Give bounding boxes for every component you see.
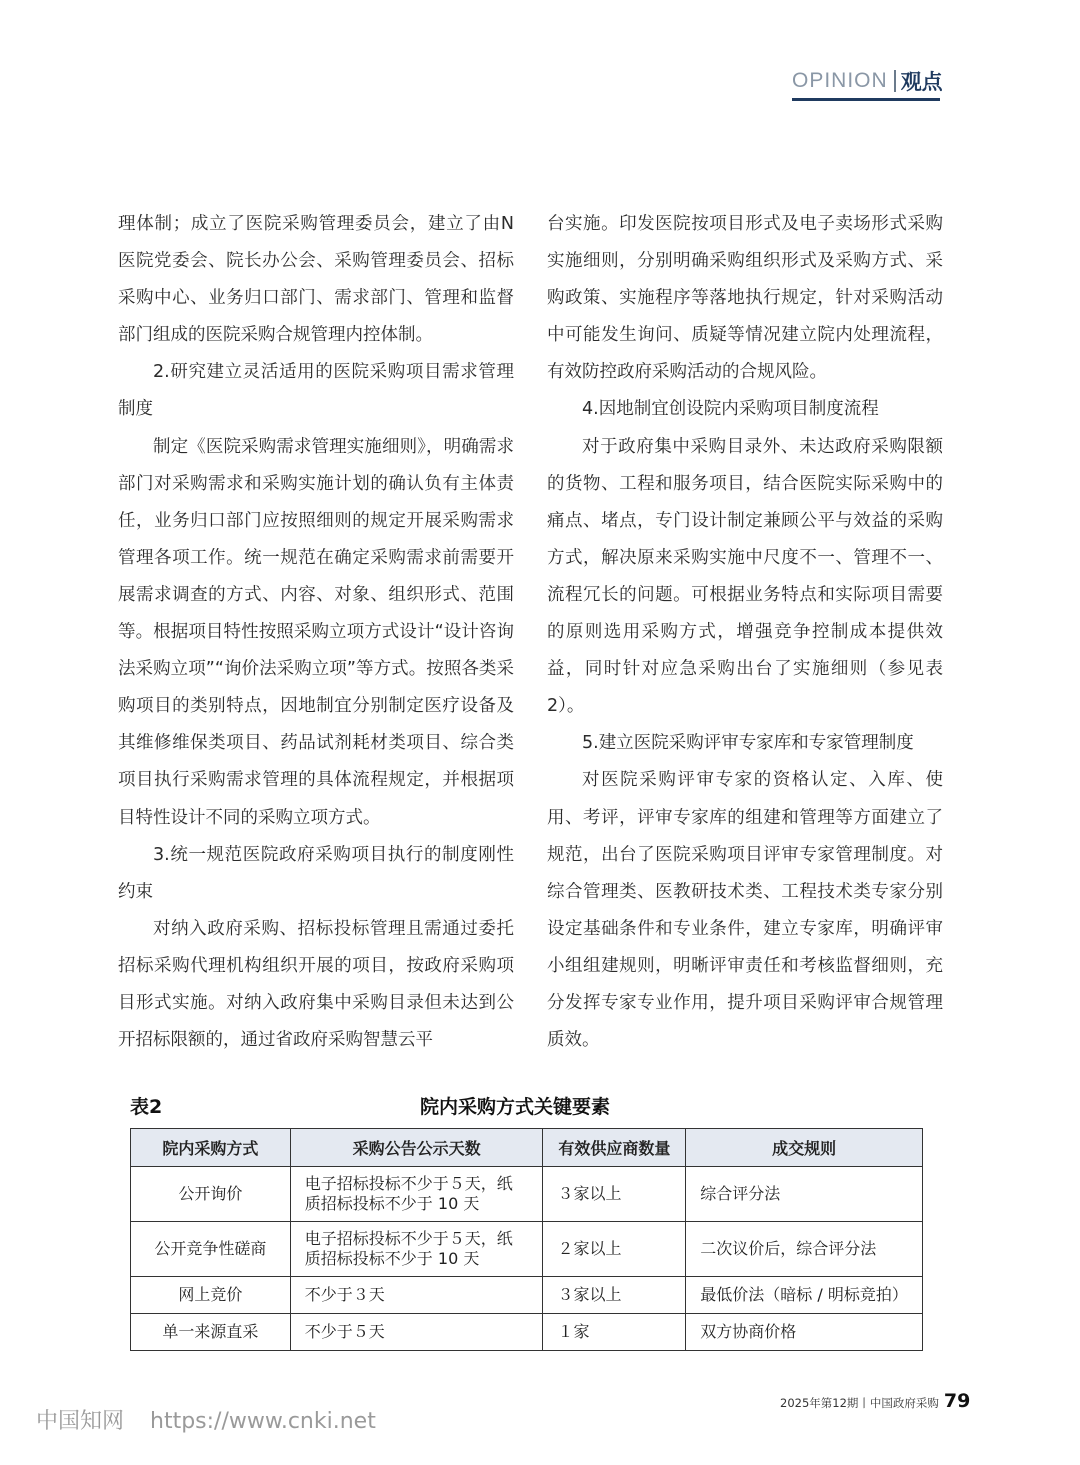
table-cell: 电子招标投标不少于５天，纸质招标投标不少于 10 天 [290,1222,543,1277]
section-label-cn: 观点 [900,70,943,94]
paragraph: 制定《医院采购需求管理实施细则》，明确需求部门对采购需求和采购实施计划的确认负有主体责任，业务归口部门应按照细则的规定开展采购需求管理各项工作。统一规范在确定采购需求前需要开展需求调查的方式、内容、对象、组织形式、范围等。根据项目特性按照采购立项方式设计“设计咨询法采购立项”“询价法采购立项”等方式。按照各类采购项目的类别特点，因地制宜分别制定医疗设备及其维修维保类项目、药品试剂耗材类项目、综合类项目执行采购需求管理的具体流程规定，并根据项目特性设计不同的采购立项方式。 [118,436,514,828]
table-cell: 网上竞价 [131,1277,291,1314]
column-header: 成交规则 [686,1129,923,1167]
table-cell: 公开询价 [131,1167,291,1222]
paragraph: 理体制；成立了医院采购管理委员会，建立了由N医院党委会、院长办公会、采购管理委员会、招标采购中心、业务归口部门、需求部门、管理和监督部门组成的医院采购合规管理内控体制。 [118,214,514,346]
table-cell: 电子招标投标不少于５天，纸质招标投标不少于 10 天 [290,1167,543,1222]
table-cell: ３家以上 [543,1277,686,1314]
table-cell: 二次议价后，综合评分法 [686,1222,923,1277]
paragraph: 对于政府集中采购目录外、未达政府采购限额的货物、工程和服务项目，结合医院实际采购中的痛点、堵点，专门设计制定兼顾公平与效益的采购方式，解决原来采购实施中尺度不一、管理不一、流程冗长的问题。可根据业务特点和实际项目需要的原则选用采购方式，增强竞争控制成本提供效益，同时针对应急采购出台了实施细则（参见表2）。 [547,436,943,717]
table-cell: 双方协商价格 [686,1314,923,1351]
left-text-column [118,206,514,1059]
table-title: 院内采购方式关键要素 [420,1096,611,1118]
section-header [792,66,943,96]
table-cell: 最低价法（暗标 / 明标竞拍） [686,1277,923,1314]
table-cell: 综合评分法 [686,1167,923,1222]
table-cell: 公开竞争性磋商 [131,1222,291,1277]
table-number: 表2 [130,1096,163,1118]
table-caption [130,1092,922,1118]
section-heading: 3.统一规范医院政府采购项目执行的制度刚性约束 [118,844,514,902]
paragraph: 对医院采购评审专家的资格认定、入库、使用、考评，评审专家库的组建和管理等方面建立了规范，出台了医院采购项目评审专家管理制度。对综合管理类、医教研技术类、工程技术类专家分别设定基础条件和专业条件，建立专家库，明确评审小组组建规则，明晰评审责任和考核监督细则，充分发挥专家专业作用，提升项目采购评审合规管理质效。 [547,770,943,1051]
column-header: 有效供应商数量 [543,1129,686,1167]
column-header: 采购公告公示天数 [290,1129,543,1167]
right-text-column [547,206,943,1059]
watermark-site: 中国知网 [36,1409,125,1434]
table-cell: １家 [543,1314,686,1351]
section-label-en: OPINION [792,69,888,92]
procurement-methods-table [130,1128,923,1351]
watermark-url: https://www.cnki.net [150,1409,376,1434]
table-header-row [131,1129,923,1167]
table-cell: ２家以上 [543,1222,686,1277]
table-row [131,1277,923,1314]
section-divider [894,70,896,92]
column-header: 院内采购方式 [131,1129,291,1167]
table-cell: 不少于３天 [290,1277,543,1314]
section-heading: 4.因地制宜创设院内采购项目制度流程 [582,399,879,420]
page-footer [780,1390,970,1412]
issue-label: 2025年第12期丨中国政府采购 [780,1396,939,1410]
section-heading: 5.建立医院采购评审专家库和专家管理制度 [582,733,914,754]
page-number: 79 [943,1390,971,1412]
table-row [131,1167,923,1222]
paragraph: 台实施。印发医院按项目形式及电子卖场形式采购实施细则，分别明确采购组织形式及采购方式、采购政策、实施程序等落地执行规定，针对采购活动中可能发生询问、质疑等情况建立院内处理流程，有效防控政府采购活动的合规风险。 [547,214,943,383]
table-row [131,1314,923,1351]
table-cell: 单一来源直采 [131,1314,291,1351]
header-underline [792,98,940,101]
section-heading: 2.研究建立灵活适用的医院采购项目需求管理制度 [118,362,514,420]
table-cell: ３家以上 [543,1167,686,1222]
table-row [131,1222,923,1277]
paragraph: 对纳入政府采购、招标投标管理且需通过委托招标采购代理机构组织开展的项目，按政府采购项目形式实施。对纳入政府集中采购目录但未达到公开招标限额的，通过省政府采购智慧云平 [118,918,514,1051]
table-cell: 不少于５天 [290,1314,543,1351]
cnki-watermark [36,1404,376,1435]
